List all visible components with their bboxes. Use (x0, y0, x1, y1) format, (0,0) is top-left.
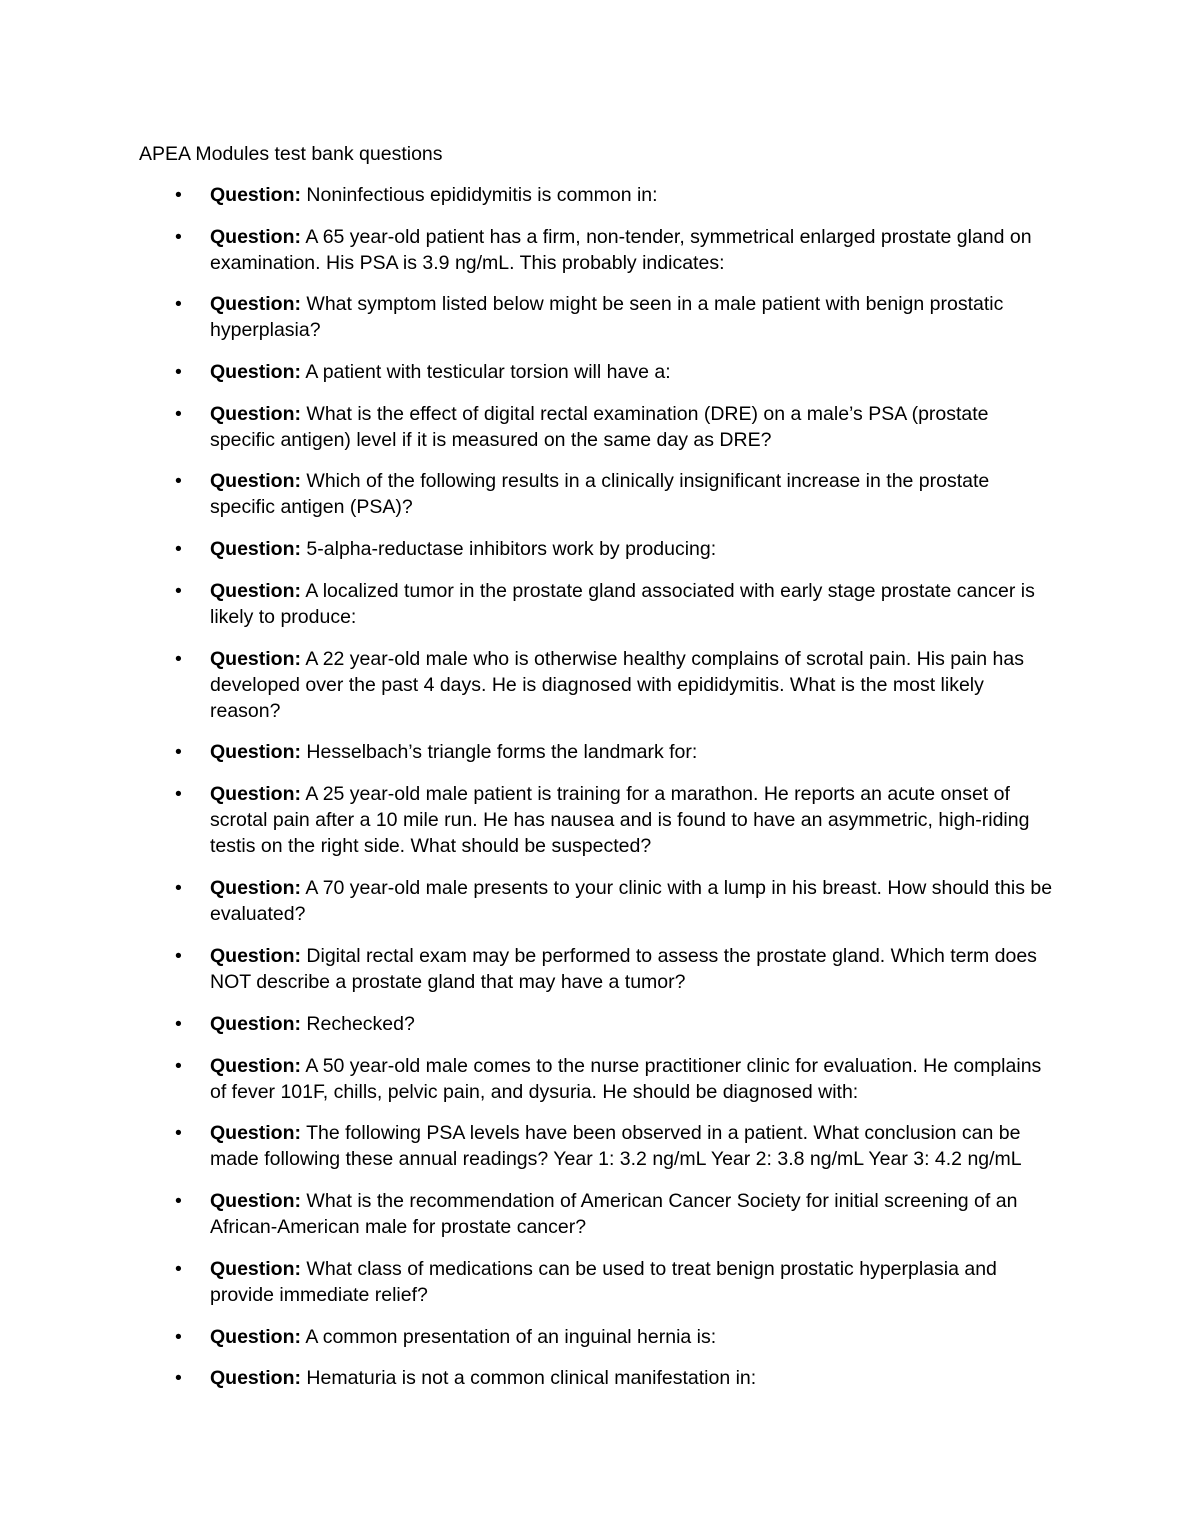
question-text (210, 182, 1055, 208)
question-text (210, 1188, 1055, 1240)
question-text (210, 536, 1055, 562)
question-body: Rechecked? (306, 1013, 415, 1035)
question-body: What is the effect of digital rectal examination (DRE) on a male’s PSA (prostate specific antigen) level if it is measured on the same day as DRE? (210, 403, 989, 452)
question-body: A 65 year-old patient has a firm, non-tender, symmetrical enlarged prostate gland on examination. His PSA is 3.9 ng/mL. This probably indicates: (210, 226, 1032, 275)
question-body: A patient with testicular torsion will have a: (305, 361, 671, 383)
question-label: Question: (210, 1013, 301, 1035)
question-text (210, 1011, 1055, 1037)
bullet-icon: • (175, 403, 182, 425)
question-label: Question: (210, 226, 301, 248)
question-text (210, 1365, 1055, 1391)
question-text (210, 943, 1055, 995)
question-text (210, 739, 1055, 765)
bullet-icon: • (175, 877, 182, 899)
question-label: Question: (210, 877, 301, 899)
question-text (210, 781, 1055, 860)
question-label: Question: (210, 361, 301, 383)
question-label: Question: (210, 1258, 301, 1280)
question-body: What class of medications can be used to treat benign prostatic hyperplasia and provide immediate relief? (210, 1258, 997, 1307)
question-label: Question: (210, 403, 301, 425)
question-label: Question: (210, 538, 301, 560)
bullet-icon: • (175, 580, 182, 602)
question-label: Question: (210, 783, 301, 805)
question-text (210, 1120, 1055, 1172)
question-text (210, 1256, 1055, 1308)
question-body: A common presentation of an inguinal hernia is: (305, 1326, 717, 1348)
question-text (210, 291, 1055, 343)
question-body: A 70 year-old male presents to your clinic with a lump in his breast. How should this be evaluated? (210, 877, 1053, 926)
question-body: Hematuria is not a common clinical manifestation in: (306, 1367, 757, 1389)
bullet-icon: • (175, 1013, 182, 1035)
question-label: Question: (210, 945, 301, 967)
bullet-icon: • (175, 1326, 182, 1348)
question-text (210, 359, 1055, 385)
question-body: Digital rectal exam may be performed to assess the prostate gland. Which term does NOT describe a prostate gland that may have a tumor? (210, 945, 1037, 994)
bullet-icon: • (175, 648, 182, 670)
question-body: A localized tumor in the prostate gland associated with early stage prostate cancer is likely to produce: (210, 580, 1035, 629)
question-label: Question: (210, 1190, 301, 1212)
question-label: Question: (210, 1055, 301, 1077)
question-body: Hesselbach’s triangle forms the landmark for: (306, 741, 698, 763)
bullet-icon: • (175, 945, 182, 967)
question-label: Question: (210, 580, 301, 602)
question-label: Question: (210, 1367, 301, 1389)
question-body: A 50 year-old male comes to the nurse practitioner clinic for evaluation. He complains of fever 101F, chills, pelvic pain, and dysuria. He should be diagnosed with: (210, 1055, 1042, 1104)
bullet-icon: • (175, 226, 182, 248)
question-body: What symptom listed below might be seen in a male patient with benign prostatic hyperplasia? (210, 293, 1004, 342)
bullet-icon: • (175, 1122, 182, 1144)
question-text (210, 578, 1055, 630)
bullet-icon: • (175, 1055, 182, 1077)
question-text (210, 1053, 1055, 1105)
question-text (210, 468, 1055, 520)
bullet-icon: • (175, 184, 182, 206)
question-text (210, 646, 1055, 725)
bullet-icon: • (175, 293, 182, 315)
question-body: The following PSA levels have been observed in a patient. What conclusion can be made following these annual readings? Year 1: 3.2 ng/mL Year 2: 3.8 ng/mL Year 3: 4.2 ng/mL (210, 1122, 1022, 1171)
question-label: Question: (210, 293, 301, 315)
question-body: A 22 year-old male who is otherwise healthy complains of scrotal pain. His pain has developed over the past 4 days. He is diagnosed with epididymitis. What is the most likely reason? (210, 648, 1024, 723)
question-label: Question: (210, 184, 301, 206)
question-label: Question: (210, 1326, 301, 1348)
question-body: Which of the following results in a clinically insignificant increase in the prostate specific antigen (PSA)? (210, 470, 990, 519)
bullet-icon: • (175, 470, 182, 492)
question-text (210, 1324, 1055, 1350)
bullet-icon: • (175, 783, 182, 805)
question-body: Noninfectious epididymitis is common in: (306, 184, 658, 206)
question-text (210, 224, 1055, 276)
question-text (210, 401, 1055, 453)
question-body: 5-alpha-reductase inhibitors work by producing: (306, 538, 717, 560)
bullet-icon: • (175, 1190, 182, 1212)
question-label: Question: (210, 648, 301, 670)
question-body: A 25 year-old male patient is training for a marathon. He reports an acute onset of scrotal pain after a 10 mile run. He has nausea and is found to have an asymmetric, high-riding testis on the right side. What should be suspected? (210, 783, 1030, 858)
bullet-icon: • (175, 361, 182, 383)
bullet-icon: • (175, 1258, 182, 1280)
question-text (210, 875, 1055, 927)
document-title: APEA Modules test bank questions (139, 143, 443, 165)
bullet-icon: • (175, 741, 182, 763)
question-label: Question: (210, 1122, 301, 1144)
question-label: Question: (210, 470, 301, 492)
question-body: What is the recommendation of American Cancer Society for initial screening of an African-American male for prostate cancer? (210, 1190, 1018, 1239)
question-label: Question: (210, 741, 301, 763)
bullet-icon: • (175, 538, 182, 560)
bullet-icon: • (175, 1367, 182, 1389)
